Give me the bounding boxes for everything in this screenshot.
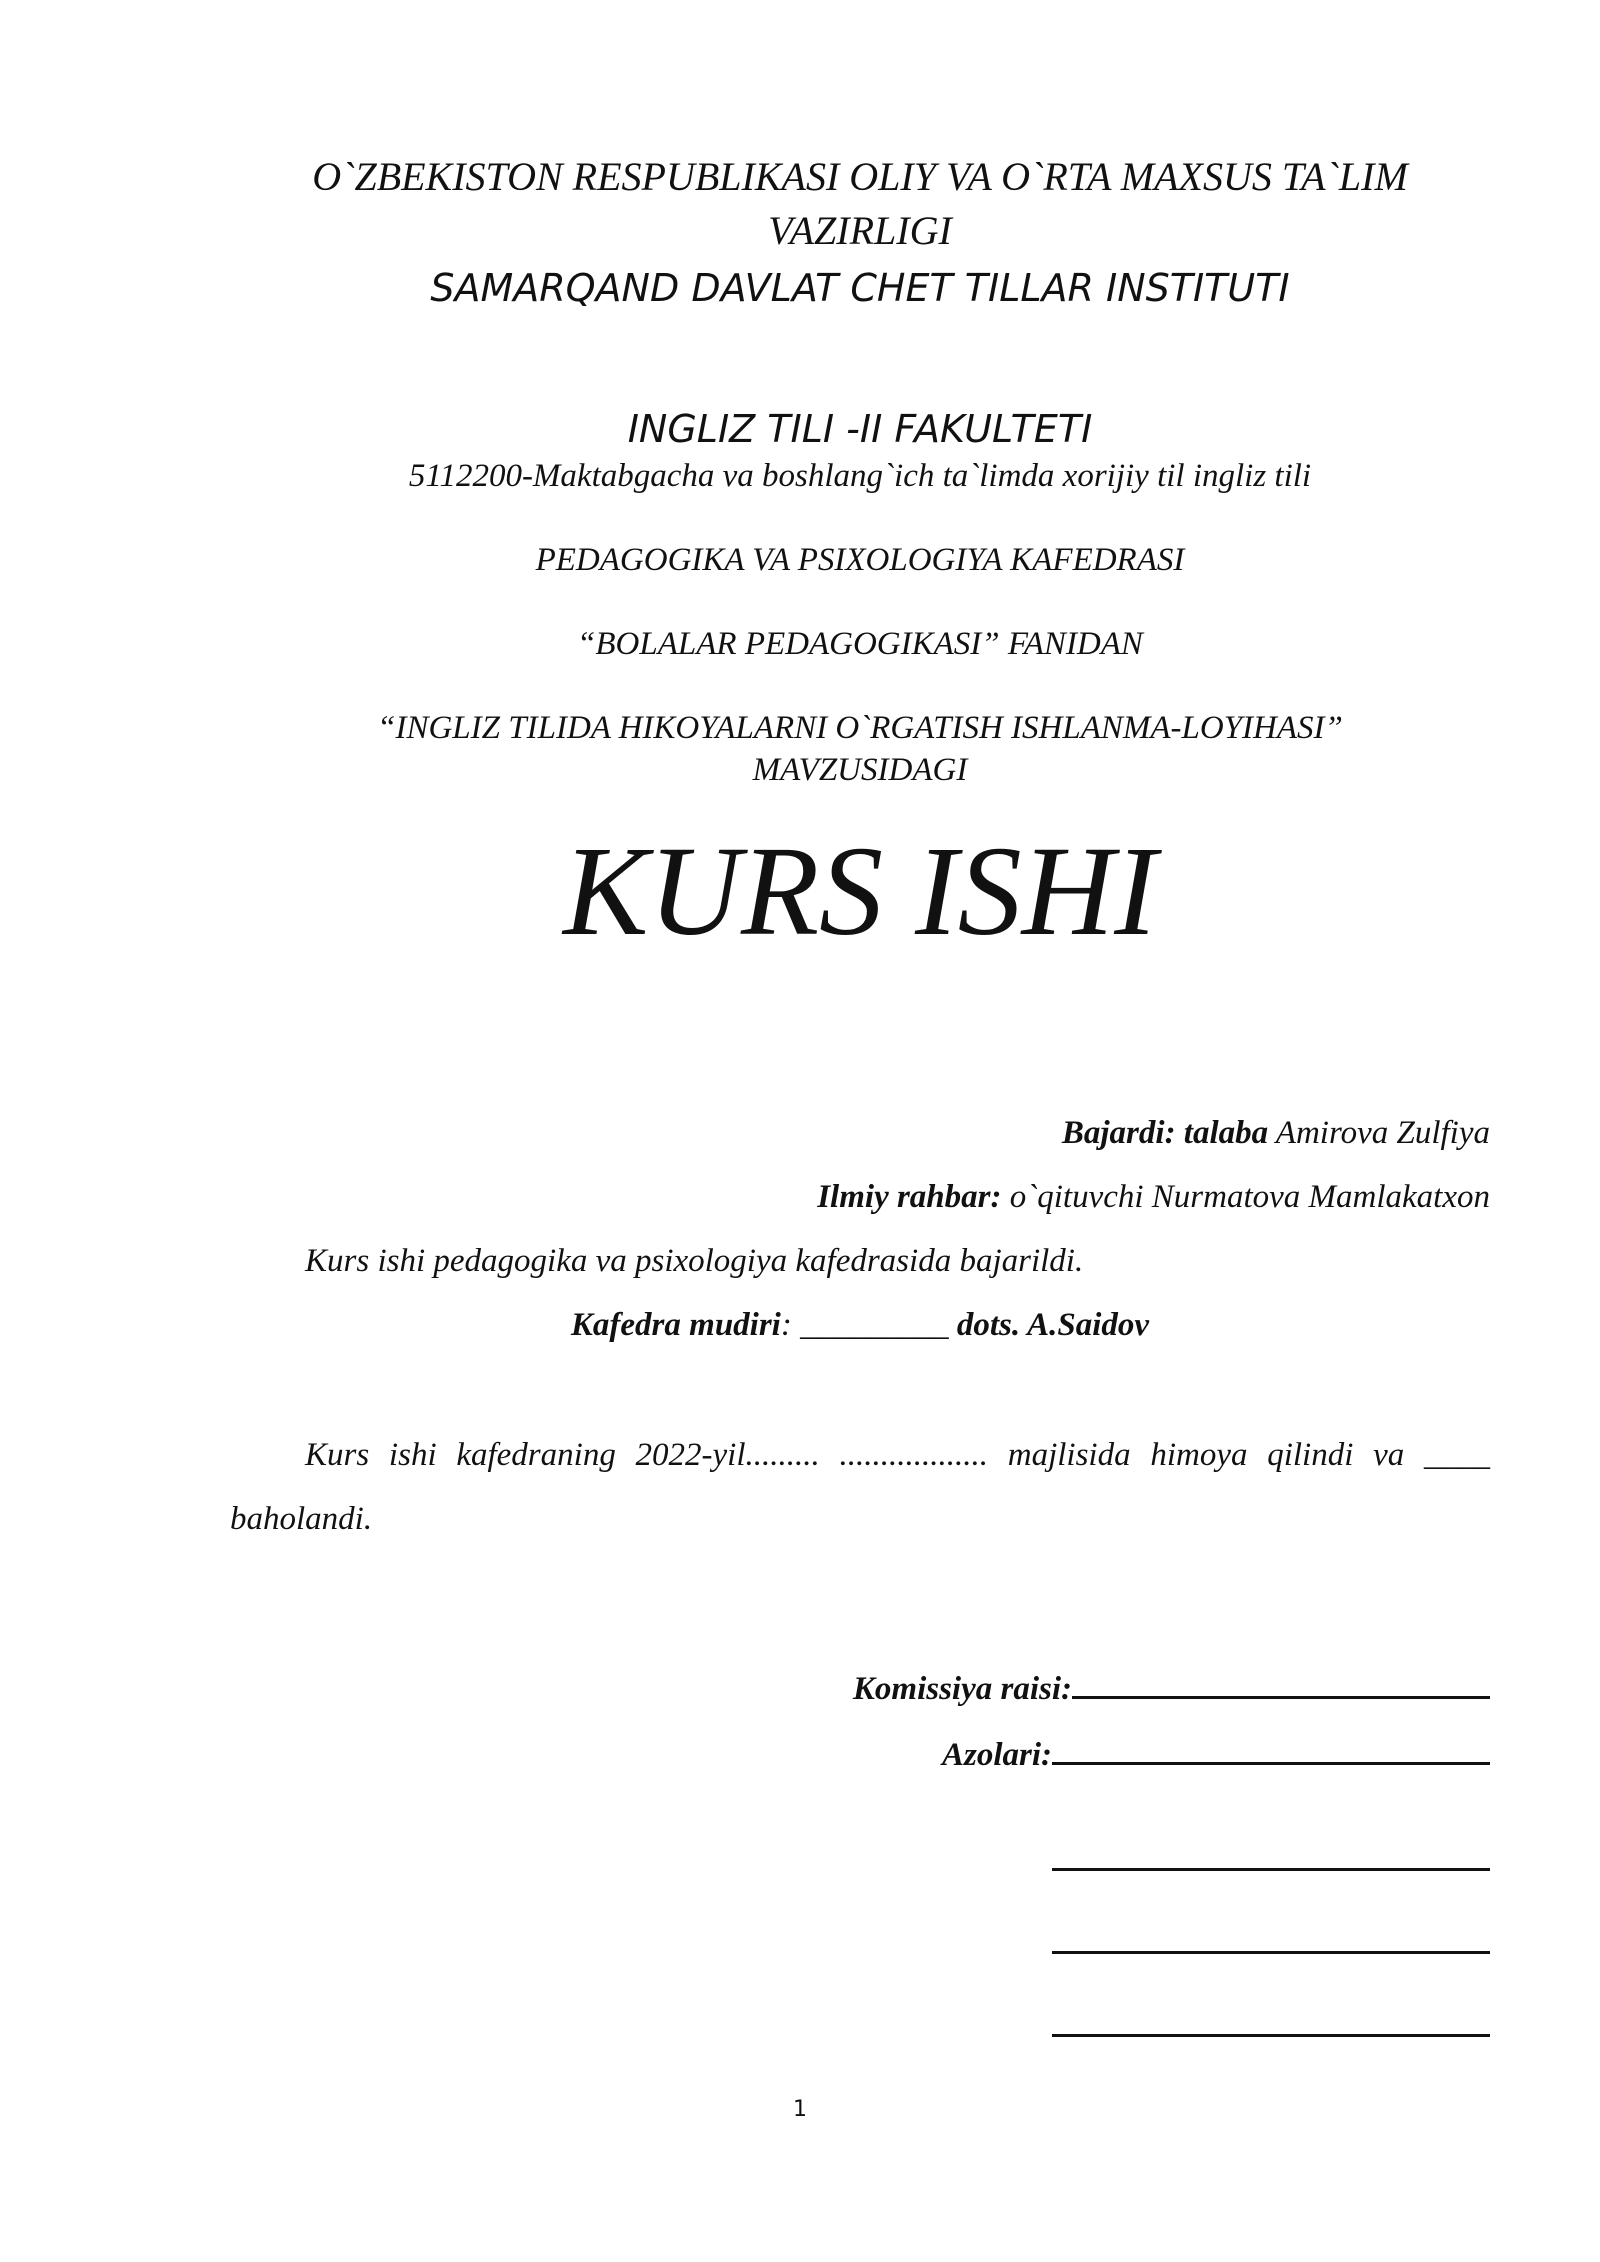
performer-line — [230, 1101, 1490, 1165]
performer-label: Bajardi: talaba — [1061, 1115, 1269, 1151]
authors-block — [230, 1101, 1490, 1357]
commission-members-label: Azolari: — [941, 1737, 1052, 1773]
page-number: 1 — [793, 2097, 807, 2122]
commission-chair-label: Komissiya raisi: — [852, 1671, 1072, 1707]
ministry-line-2: VAZIRLIGI — [768, 208, 952, 253]
ministry-line-1: O`ZBEKISTON RESPUBLIKASI OLIY VA O`RTA MAXSUS TA`LIM — [312, 154, 1408, 199]
head-colon: : _________ — [780, 1307, 957, 1343]
chair-signature-line — [1072, 1656, 1490, 1699]
member-signature-line-3 — [1052, 1901, 1490, 1954]
specialty-line: 5112200-Maktabgacha va boshlang`ich ta`limda xorijiy til ingliz tili — [408, 458, 1312, 494]
document-title: KURS ISHI — [563, 820, 1157, 962]
document-page — [230, 150, 1490, 2190]
topic-line-1: “INGLIZ TILIDA HIKOYALARNI O`RGATISH ISHLANMA-LOYIHASI” — [377, 710, 1343, 746]
faculty-name: INGLIZ TILI -II FAKULTETI — [627, 407, 1093, 451]
department-head-line — [230, 1293, 1490, 1357]
supervisor-label: Ilmiy rahbar: — [817, 1179, 1002, 1215]
commission-block — [230, 1656, 1490, 2037]
institute-name: SAMARQAND DAVLAT CHET TILLAR INSTITUTI — [430, 266, 1290, 310]
department-name: PEDAGOGIKA VA PSIXOLOGIYA KAFEDRASI — [535, 542, 1185, 578]
supervisor-name: o`qituvchi Nurmatova Mamlakatxon — [1001, 1179, 1490, 1215]
head-name: dots. A.Saidov — [956, 1307, 1150, 1343]
member-signature-line-4 — [1052, 1984, 1490, 2037]
defense-note: Kurs ishi kafedraning 2022-yil......... .................. majlisida himoya qilindi va ____ baholandi. — [230, 1437, 1490, 1537]
commission-members-line — [230, 1722, 1490, 1788]
member-signature-line-2 — [1052, 1818, 1490, 1871]
supervisor-line — [230, 1165, 1490, 1229]
topic-line-2: MAVZUSIDAGI — [752, 752, 968, 788]
head-label: Kafedra mudiri — [570, 1307, 781, 1343]
performer-name: Amirova Zulfiya — [1268, 1115, 1490, 1151]
member-signature-line-1 — [1052, 1722, 1490, 1765]
subject-line: “BOLALAR PEDAGOGIKASI” FANIDAN — [577, 626, 1143, 662]
completed-note: Kurs ishi pedagogika va psixologiya kafedrasida bajarildi. — [305, 1243, 1084, 1279]
commission-chair-line — [230, 1656, 1490, 1722]
